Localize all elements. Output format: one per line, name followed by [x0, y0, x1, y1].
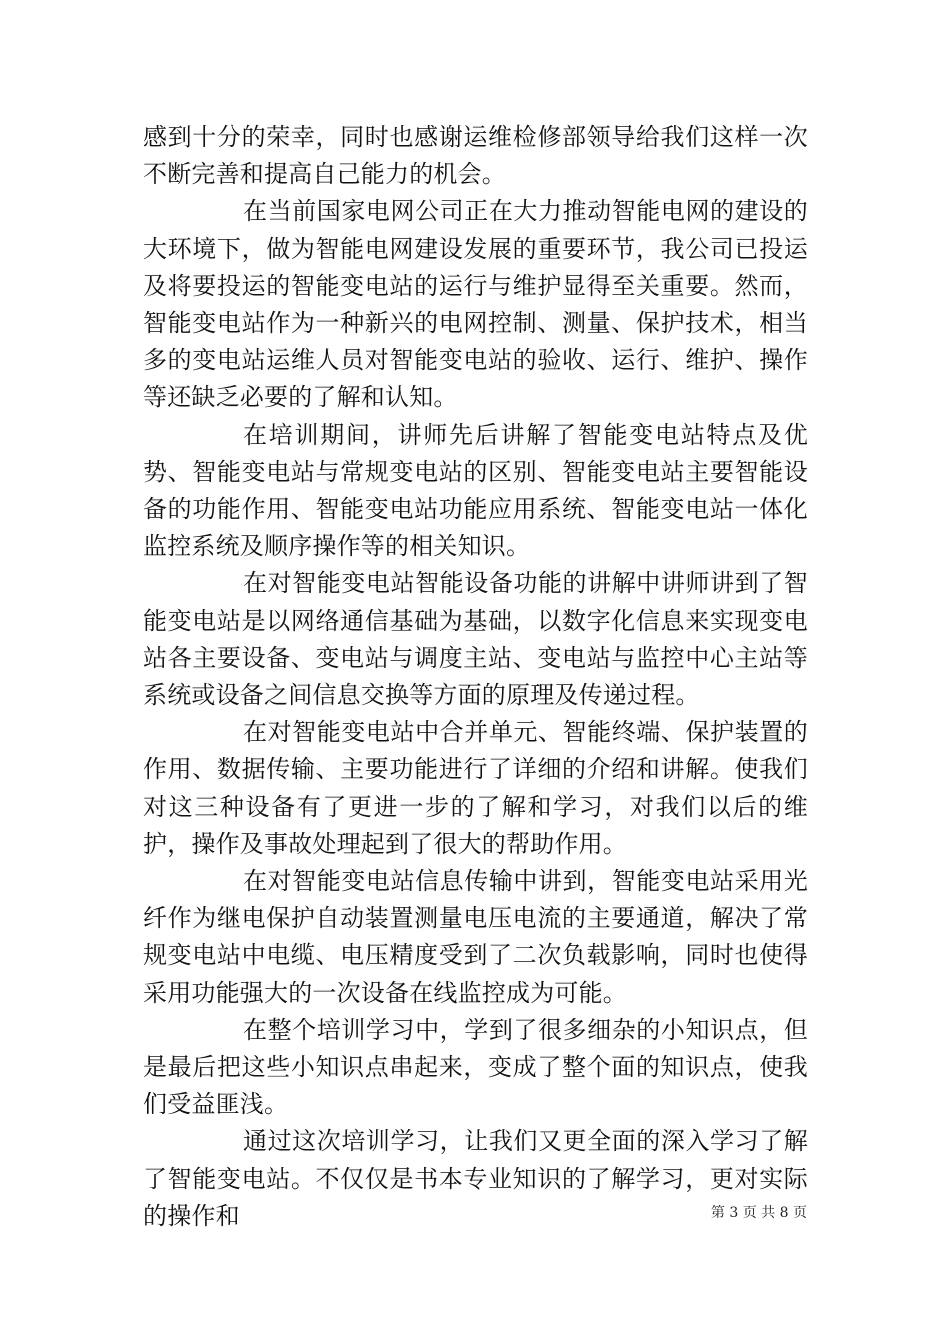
paragraph-6: 在对智能变电站信息传输中讲到，智能变电站采用光纤作为继电保护自动装置测量电压电流的主要通道，解决了常规变电站中电缆、电压精度受到了二次负载影响，同时也使得采用功能强大的一次设备在线监控成为可能。: [143, 867, 808, 1007]
paragraph-1: 感到十分的荣幸，同时也感谢运维检修部领导给我们这样一次不断完善和提高自己能力的机会。: [143, 123, 808, 189]
paragraph-2: 在当前国家电网公司正在大力推动智能电网的建设的大环境下，做为智能电网建设发展的重要环节，我公司已投运及将要投运的智能变电站的运行与维护显得至关重要。然而，智能变电站作为一种新兴的电网控制、测量、保护技术，相当多的变电站运维人员对智能变电站的验收、运行、维护、操作等还缺乏必要的了解和认知。: [143, 197, 808, 412]
paragraph-8: 通过这次培训学习，让我们又更全面的深入学习了解了智能变电站。不仅仅是书本专业知识的了解学习，更对实际的操作和: [143, 1127, 808, 1230]
paragraph-4: 在对智能变电站智能设备功能的讲解中讲师讲到了智能变电站是以网络通信基础为基础，以数字化信息来实现变电站各主要设备、变电站与调度主站、变电站与监控中心主站等系统或设备之间信息交换等方面的原理及传递过程。: [143, 569, 808, 710]
page-number-footer: 第 3 页 共 8 页: [710, 1205, 807, 1221]
paragraph-3: 在培训期间，讲师先后讲解了智能变电站特点及优势、智能变电站与常规变电站的区别、智能变电站主要智能设备的功能作用、智能变电站功能应用系统、智能变电站一体化监控系统及顺序操作等的相关知识。: [143, 420, 808, 561]
document-body: [143, 119, 808, 1235]
paragraph-5: 在对智能变电站中合并单元、智能终端、保护装置的作用、数据传输、主要功能进行了详细的介绍和讲解。使我们对这三种设备有了更进一步的了解和学习，对我们以后的维护，操作及事故处理起到了很大的帮助作用。: [143, 718, 808, 858]
paragraph-7: 在整个培训学习中，学到了很多细杂的小知识点，但是最后把这些小知识点串起来，变成了整个面的知识点，使我们受益匪浅。: [143, 1015, 808, 1119]
